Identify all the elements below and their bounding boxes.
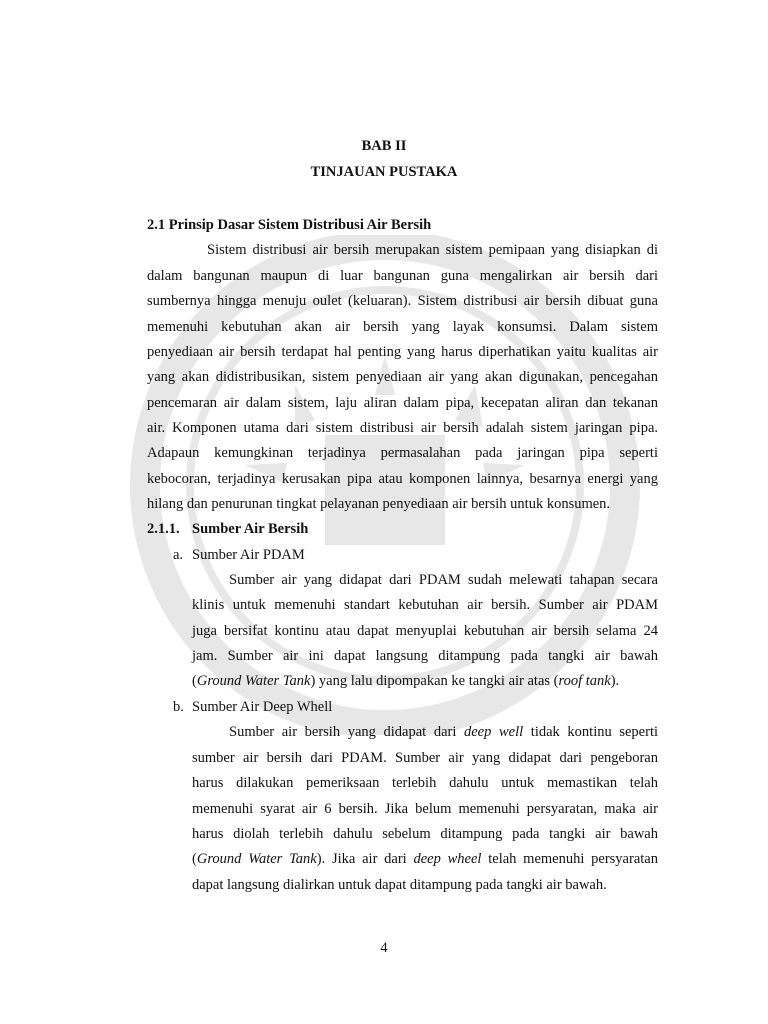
subsection-title: Sumber Air Bersih — [192, 521, 309, 537]
paragraph-line: Adapaun kemungkinan terjadinya permasalahan pada jaringan pipa seperti — [147, 445, 658, 461]
paragraph-line: Sistem distribusi air bersih merupakan sistem pemipaan yang disiapkan di — [207, 242, 658, 258]
paragraph-line: memenuhi kebutuhan akan air bersih yang layak konsumsi. Dalam sistem — [147, 319, 658, 335]
chapter-heading: BAB II — [361, 138, 407, 154]
paragraph-line: sumber air bersih dari PDAM. Sumber air yang didapat dari pengeboran — [192, 750, 658, 766]
paragraph-line: jam. Sumber air ini dapat langsung ditampung pada tangki air bawah — [192, 648, 658, 664]
paragraph-line: memenuhi syarat air 6 bersih. Jika belum memenuhi persyaratan, maka air — [192, 801, 658, 817]
paragraph-line: harus diolah terlebih dahulu sebelum ditampung pada tangki air bawah — [192, 826, 658, 842]
list-item-title: Sumber Air PDAM — [192, 547, 305, 563]
paragraph-line: pencemaran air dalam sistem, laju aliran dalam pipa, kecepatan aliran dan tekanan — [147, 395, 658, 411]
list-item-title: Sumber Air Deep Whell — [192, 699, 333, 715]
chapter-title: TINJAUAN PUSTAKA — [310, 164, 458, 180]
list-marker: b. — [173, 699, 184, 715]
paragraph-line: harus dilakukan pemeriksaan terlebih dahulu untuk memastikan telah — [192, 775, 658, 791]
paragraph-line: kebocoran, terjadinya kerusakan pipa atau komponen lainnya, besarnya energi yang — [147, 471, 658, 487]
paragraph-line: juga bersifat kontinu atau dapat menyuplai kebutuhan air bersih selama 24 — [192, 623, 658, 639]
list-marker: a. — [173, 547, 184, 563]
page-number: 4 — [380, 940, 388, 956]
paragraph-line: (Ground Water Tank) yang lalu dipompakan ke tangki air atas (roof tank). — [192, 673, 620, 689]
section-title: 2.1 Prinsip Dasar Sistem Distribusi Air Bersih — [147, 217, 432, 233]
paragraph-line: yang akan didistribusikan, sistem penyediaan air yang akan digunakan, pencegahan — [147, 369, 658, 385]
paragraph-line: dapat langsung dialirkan untuk dapat ditampung pada tangki air bawah. — [192, 877, 607, 893]
paragraph-line: air. Komponen utama dari sistem distribusi air bersih adalah sistem jaringan pipa. — [147, 420, 658, 436]
paragraph-line: sumbernya hingga menuju oulet (keluaran). Sistem distribusi air bersih dibuat guna — [147, 293, 658, 309]
paragraph-line: Sumber air yang didapat dari PDAM sudah melewati tahapan secara — [229, 572, 658, 588]
paragraph-line: Sumber air bersih yang didapat dari deep well tidak kontinu seperti — [229, 724, 658, 740]
paragraph-line: dalam bangunan maupun di luar bangunan guna mengalirkan air bersih dari — [147, 268, 658, 284]
paragraph-line: klinis untuk memenuhi standart kebutuhan air bersih. Sumber air PDAM — [192, 597, 658, 613]
paragraph-line: hilang dan penurunan tingkat pelayanan penyediaan air bersih untuk konsumen. — [147, 496, 611, 512]
subsection-number: 2.1.1. — [147, 521, 180, 537]
paragraph-line: penyediaan air bersih terdapat hal penting yang harus diperhatikan yaitu kualitas air — [147, 344, 658, 360]
paragraph-line: (Ground Water Tank). Jika air dari deep wheel telah memenuhi persyaratan — [192, 851, 658, 867]
